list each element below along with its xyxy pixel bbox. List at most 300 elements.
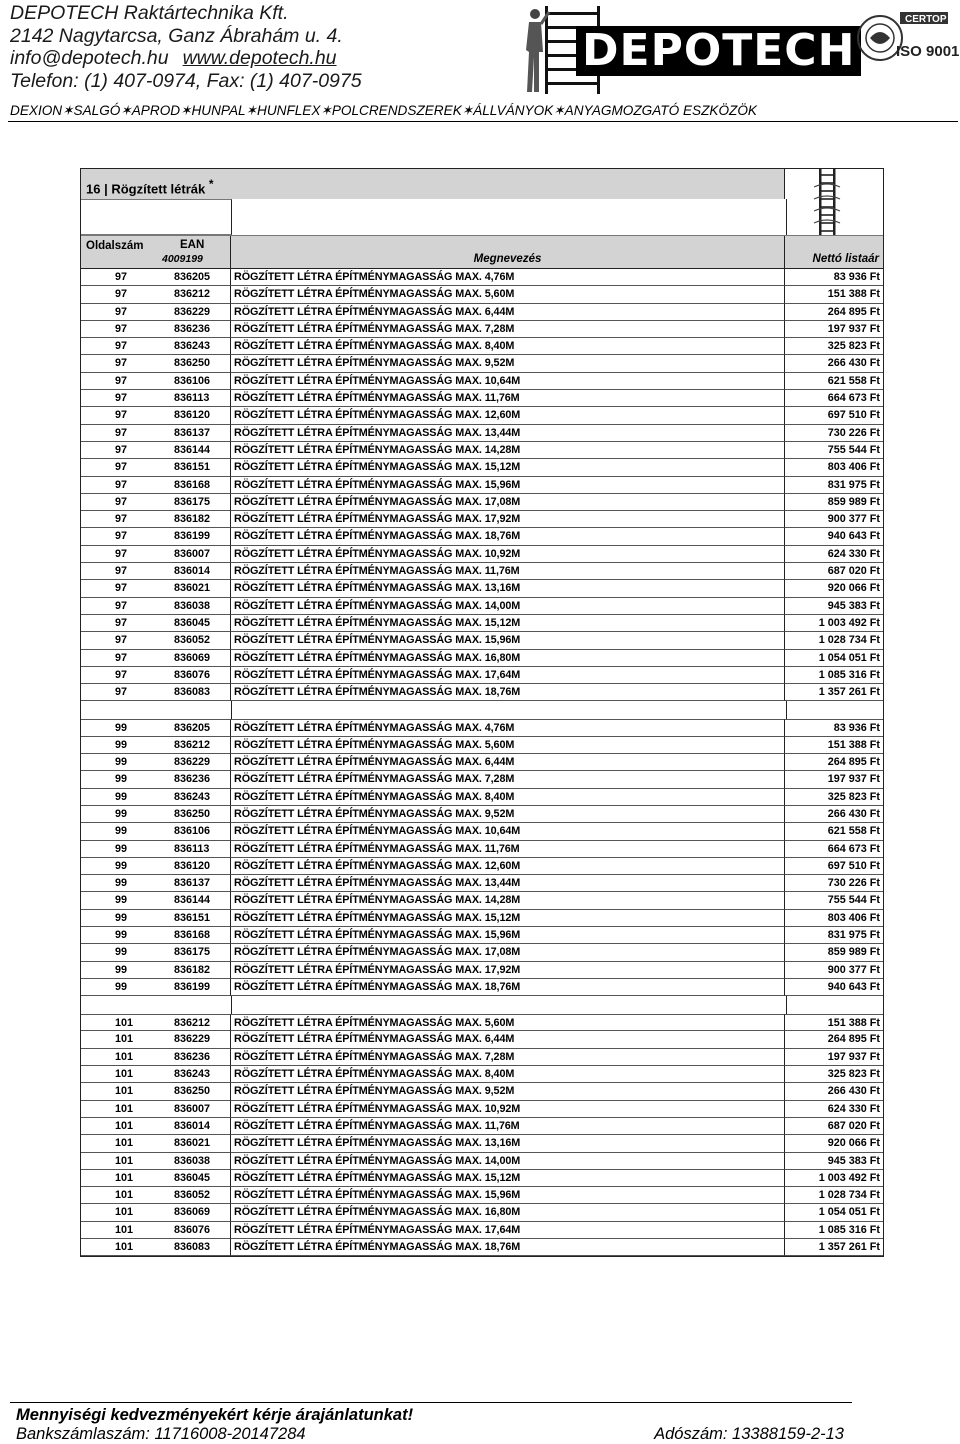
cell-page: 97: [81, 338, 160, 355]
cell-page: 97: [81, 632, 160, 649]
cell-page: 101: [81, 1118, 160, 1135]
cell-page: 101: [81, 1031, 160, 1048]
cell-price: 264 895 Ft: [785, 304, 883, 321]
cell-ean: 836243: [160, 338, 231, 355]
cell-name: RÖGZÍTETT LÉTRA ÉPÍTMÉNYMAGASSÁG MAX. 17,64M: [231, 1222, 785, 1239]
table-row: [81, 632, 883, 649]
cell-name: RÖGZÍTETT LÉTRA ÉPÍTMÉNYMAGASSÁG MAX. 11,76M: [231, 1118, 785, 1135]
cell-price: 151 388 Ft: [785, 737, 883, 754]
table-row: [81, 425, 883, 442]
table-row: [81, 1204, 883, 1221]
cell-name: RÖGZÍTETT LÉTRA ÉPÍTMÉNYMAGASSÁG MAX. 15,12M: [231, 459, 785, 476]
cell-name: RÖGZÍTETT LÉTRA ÉPÍTMÉNYMAGASSÁG MAX. 5,60M: [231, 737, 785, 754]
cell-page: 97: [81, 477, 160, 494]
cell-name: RÖGZÍTETT LÉTRA ÉPÍTMÉNYMAGASSÁG MAX. 4,76M: [231, 719, 785, 736]
tax-number: Adószám: 13388159-2-13: [654, 1425, 844, 1443]
cell-price: 803 406 Ft: [785, 459, 883, 476]
cell-name: RÖGZÍTETT LÉTRA ÉPÍTMÉNYMAGASSÁG MAX. 17,08M: [231, 944, 785, 961]
cell-price: 945 383 Ft: [785, 1153, 883, 1170]
cell-ean: 836069: [160, 650, 231, 667]
cell-price: 920 066 Ft: [785, 580, 883, 597]
cell-price: 621 558 Ft: [785, 373, 883, 390]
table-title-text: 16 | Rögzített létrák: [86, 181, 206, 197]
table-row: [81, 304, 883, 321]
table-row: [81, 858, 883, 875]
cell-page: 97: [81, 494, 160, 511]
table-row: [81, 1222, 883, 1239]
cell-name: RÖGZÍTETT LÉTRA ÉPÍTMÉNYMAGASSÁG MAX. 15,12M: [231, 910, 785, 927]
cell-ean: 836076: [160, 667, 231, 684]
cell-price: 197 937 Ft: [785, 771, 883, 788]
table-row: [81, 1187, 883, 1204]
cell-ean: 836038: [160, 598, 231, 615]
table-row: [81, 407, 883, 424]
cell-page: 101: [81, 1170, 160, 1187]
cell-ean: 836083: [160, 1239, 231, 1256]
cell-price: 687 020 Ft: [785, 1118, 883, 1135]
email-text: info@depotech.hu: [10, 47, 169, 69]
cell-price: 755 544 Ft: [785, 442, 883, 459]
cell-ean: 836229: [160, 1031, 231, 1048]
ean-label: EAN: [180, 239, 205, 251]
table-row: [81, 1153, 883, 1170]
cell-page: 97: [81, 650, 160, 667]
cell-price: 730 226 Ft: [785, 425, 883, 442]
table-row: [81, 580, 883, 597]
cell-page: 101: [81, 1049, 160, 1066]
table-row: [81, 944, 883, 961]
cell-ean: 836052: [160, 632, 231, 649]
company-phone: Telefon: (1) 407-0974, Fax: (1) 407-0975: [10, 69, 362, 92]
cell-price: 900 377 Ft: [785, 511, 883, 528]
cell-ean: 836212: [160, 737, 231, 754]
cell-ean: 836229: [160, 754, 231, 771]
column-header-ean: [160, 236, 231, 268]
cell-ean: 836175: [160, 944, 231, 961]
table-row: [81, 477, 883, 494]
cell-price: 900 377 Ft: [785, 962, 883, 979]
cell-page: 99: [81, 858, 160, 875]
cell-name: RÖGZÍTETT LÉTRA ÉPÍTMÉNYMAGASSÁG MAX. 9,52M: [231, 806, 785, 823]
cell-name: RÖGZÍTETT LÉTRA ÉPÍTMÉNYMAGASSÁG MAX. 16,80M: [231, 650, 785, 667]
table-body: [81, 269, 883, 1256]
cell-page: 99: [81, 823, 160, 840]
cell-name: RÖGZÍTETT LÉTRA ÉPÍTMÉNYMAGASSÁG MAX. 12,60M: [231, 858, 785, 875]
table-row: [81, 615, 883, 632]
cell-name: RÖGZÍTETT LÉTRA ÉPÍTMÉNYMAGASSÁG MAX. 7,28M: [231, 321, 785, 338]
cell-name: RÖGZÍTETT LÉTRA ÉPÍTMÉNYMAGASSÁG MAX. 15,12M: [231, 615, 785, 632]
table-row: [81, 546, 883, 563]
cell-ean: 836106: [160, 823, 231, 840]
cell-name: RÖGZÍTETT LÉTRA ÉPÍTMÉNYMAGASSÁG MAX. 11,76M: [231, 390, 785, 407]
cell-ean: 836007: [160, 546, 231, 563]
column-header-price: Nettó listaár: [812, 253, 879, 265]
table-row: [81, 927, 883, 944]
cell-page: 101: [81, 1083, 160, 1100]
cell-name: RÖGZÍTETT LÉTRA ÉPÍTMÉNYMAGASSÁG MAX. 5,60M: [231, 286, 785, 303]
cell-page: 97: [81, 269, 160, 286]
table-row: [81, 355, 883, 372]
cell-price: 83 936 Ft: [785, 719, 883, 736]
cell-name: RÖGZÍTETT LÉTRA ÉPÍTMÉNYMAGASSÁG MAX. 8,40M: [231, 789, 785, 806]
cell-ean: 836045: [160, 1170, 231, 1187]
cell-ean: 836038: [160, 1153, 231, 1170]
cell-price: 264 895 Ft: [785, 754, 883, 771]
table-row: [81, 1170, 883, 1187]
table-row: [81, 1014, 883, 1031]
website-link[interactable]: www.depotech.hu: [182, 47, 337, 69]
cell-name: RÖGZÍTETT LÉTRA ÉPÍTMÉNYMAGASSÁG MAX. 14,28M: [231, 442, 785, 459]
cell-price: 83 936 Ft: [785, 269, 883, 286]
cell-price: 197 937 Ft: [785, 1049, 883, 1066]
cell-page: 97: [81, 528, 160, 545]
cell-ean: 836021: [160, 580, 231, 597]
cell-name: RÖGZÍTETT LÉTRA ÉPÍTMÉNYMAGASSÁG MAX. 17,64M: [231, 667, 785, 684]
certop-label: CERTOP: [905, 14, 947, 25]
cell-name: RÖGZÍTETT LÉTRA ÉPÍTMÉNYMAGASSÁG MAX. 10,64M: [231, 823, 785, 840]
cell-page: 101: [81, 1135, 160, 1152]
table-row: [81, 494, 883, 511]
cell-name: RÖGZÍTETT LÉTRA ÉPÍTMÉNYMAGASSÁG MAX. 14,28M: [231, 892, 785, 909]
cell-name: RÖGZÍTETT LÉTRA ÉPÍTMÉNYMAGASSÁG MAX. 8,40M: [231, 338, 785, 355]
cell-page: 101: [81, 1066, 160, 1083]
table-row: [81, 528, 883, 545]
cell-name: RÖGZÍTETT LÉTRA ÉPÍTMÉNYMAGASSÁG MAX. 6,44M: [231, 1031, 785, 1048]
cell-name: RÖGZÍTETT LÉTRA ÉPÍTMÉNYMAGASSÁG MAX. 13,44M: [231, 875, 785, 892]
cell-page: 97: [81, 390, 160, 407]
cell-ean: 836168: [160, 477, 231, 494]
cell-ean: 836014: [160, 563, 231, 580]
cell-name: RÖGZÍTETT LÉTRA ÉPÍTMÉNYMAGASSÁG MAX. 13,44M: [231, 425, 785, 442]
cell-price: 1 028 734 Ft: [785, 632, 883, 649]
cell-price: 755 544 Ft: [785, 892, 883, 909]
cell-name: RÖGZÍTETT LÉTRA ÉPÍTMÉNYMAGASSÁG MAX. 18,76M: [231, 979, 785, 996]
cell-price: 945 383 Ft: [785, 598, 883, 615]
cell-ean: 836250: [160, 1083, 231, 1100]
cell-name: RÖGZÍTETT LÉTRA ÉPÍTMÉNYMAGASSÁG MAX. 4,76M: [231, 269, 785, 286]
price-table: [80, 168, 884, 1257]
company-address: 2142 Nagytarcsa, Ganz Ábrahám u. 4.: [10, 24, 343, 47]
cell-page: 99: [81, 979, 160, 996]
cell-price: 624 330 Ft: [785, 546, 883, 563]
cell-page: 97: [81, 459, 160, 476]
cell-price: 859 989 Ft: [785, 944, 883, 961]
cell-name: RÖGZÍTETT LÉTRA ÉPÍTMÉNYMAGASSÁG MAX. 13,16M: [231, 580, 785, 597]
cell-name: RÖGZÍTETT LÉTRA ÉPÍTMÉNYMAGASSÁG MAX. 16,80M: [231, 1204, 785, 1221]
column-header-name: Megnevezés: [231, 236, 785, 268]
cell-ean: 836236: [160, 771, 231, 788]
table-row: [81, 910, 883, 927]
cell-ean: 836137: [160, 875, 231, 892]
table-row: [81, 737, 883, 754]
cell-page: 99: [81, 892, 160, 909]
cell-ean: 836052: [160, 1187, 231, 1204]
cell-price: 697 510 Ft: [785, 858, 883, 875]
cell-ean: 836137: [160, 425, 231, 442]
cell-ean: 836212: [160, 1014, 231, 1031]
table-row: [81, 1083, 883, 1100]
cell-ean: 836168: [160, 927, 231, 944]
cell-page: 101: [81, 1222, 160, 1239]
table-row: [81, 1239, 883, 1256]
table-row: [81, 390, 883, 407]
cell-name: RÖGZÍTETT LÉTRA ÉPÍTMÉNYMAGASSÁG MAX. 7,28M: [231, 771, 785, 788]
cell-name: RÖGZÍTETT LÉTRA ÉPÍTMÉNYMAGASSÁG MAX. 18,76M: [231, 528, 785, 545]
cell-page: 97: [81, 321, 160, 338]
cell-page: 97: [81, 407, 160, 424]
cell-price: 730 226 Ft: [785, 875, 883, 892]
cell-ean: 836120: [160, 858, 231, 875]
cell-page: 101: [81, 1239, 160, 1256]
cell-price: 920 066 Ft: [785, 1135, 883, 1152]
cell-price: 1 054 051 Ft: [785, 1204, 883, 1221]
cell-ean: 836199: [160, 979, 231, 996]
cell-page: 97: [81, 511, 160, 528]
cell-page: 97: [81, 286, 160, 303]
discount-note: Mennyiségi kedvezményekért kérje árajánlatunkat!: [16, 1406, 414, 1424]
cell-price: 325 823 Ft: [785, 338, 883, 355]
table-row: [81, 719, 883, 736]
cell-page: 97: [81, 304, 160, 321]
cell-price: 687 020 Ft: [785, 563, 883, 580]
table-row: [81, 269, 883, 286]
cell-ean: 836182: [160, 511, 231, 528]
table-row: [81, 806, 883, 823]
cell-price: 266 430 Ft: [785, 806, 883, 823]
cell-price: 831 975 Ft: [785, 927, 883, 944]
cell-price: 621 558 Ft: [785, 823, 883, 840]
cell-price: 1 003 492 Ft: [785, 1170, 883, 1187]
cell-name: RÖGZÍTETT LÉTRA ÉPÍTMÉNYMAGASSÁG MAX. 5,60M: [231, 1014, 785, 1031]
cell-page: 97: [81, 425, 160, 442]
cell-ean: 836212: [160, 286, 231, 303]
cell-price: 803 406 Ft: [785, 910, 883, 927]
cell-name: RÖGZÍTETT LÉTRA ÉPÍTMÉNYMAGASSÁG MAX. 11,76M: [231, 563, 785, 580]
cell-name: RÖGZÍTETT LÉTRA ÉPÍTMÉNYMAGASSÁG MAX. 15,12M: [231, 1170, 785, 1187]
cell-price: 940 643 Ft: [785, 528, 883, 545]
cell-name: RÖGZÍTETT LÉTRA ÉPÍTMÉNYMAGASSÁG MAX. 17,08M: [231, 494, 785, 511]
cell-name: RÖGZÍTETT LÉTRA ÉPÍTMÉNYMAGASSÁG MAX. 9,52M: [231, 355, 785, 372]
cell-page: 101: [81, 1187, 160, 1204]
cell-name: RÖGZÍTETT LÉTRA ÉPÍTMÉNYMAGASSÁG MAX. 15,96M: [231, 477, 785, 494]
iso-certification-badge: [856, 4, 960, 72]
cell-name: RÖGZÍTETT LÉTRA ÉPÍTMÉNYMAGASSÁG MAX. 15,96M: [231, 927, 785, 944]
cell-page: 97: [81, 684, 160, 701]
cell-name: RÖGZÍTETT LÉTRA ÉPÍTMÉNYMAGASSÁG MAX. 6,44M: [231, 304, 785, 321]
cell-ean: 836151: [160, 459, 231, 476]
table-row: [81, 373, 883, 390]
cell-ean: 836113: [160, 390, 231, 407]
table-row: [81, 338, 883, 355]
table-row: [81, 841, 883, 858]
cell-ean: 836083: [160, 684, 231, 701]
bank-account: Bankszámlaszám: 11716008-20147284: [16, 1425, 306, 1443]
cell-ean: 836120: [160, 407, 231, 424]
cell-price: 325 823 Ft: [785, 1066, 883, 1083]
cell-ean: 836229: [160, 304, 231, 321]
table-row: [81, 979, 883, 996]
cell-page: 99: [81, 771, 160, 788]
cell-name: RÖGZÍTETT LÉTRA ÉPÍTMÉNYMAGASSÁG MAX. 12,60M: [231, 407, 785, 424]
table-row: [81, 442, 883, 459]
iso-label: ISO 9001: [896, 43, 960, 60]
table-row: [81, 875, 883, 892]
cell-page: 97: [81, 598, 160, 615]
cell-price: 859 989 Ft: [785, 494, 883, 511]
cell-price: 151 388 Ft: [785, 286, 883, 303]
cell-price: 664 673 Ft: [785, 390, 883, 407]
cell-page: 97: [81, 355, 160, 372]
table-row: [81, 1049, 883, 1066]
cell-page: 97: [81, 373, 160, 390]
ladder-icon: [813, 169, 853, 235]
cell-price: 151 388 Ft: [785, 1014, 883, 1031]
table-title: [81, 169, 785, 199]
cell-page: 101: [81, 1101, 160, 1118]
company-info: [10, 2, 362, 92]
group-separator: [81, 701, 883, 719]
table-row: [81, 650, 883, 667]
cell-ean: 836243: [160, 1066, 231, 1083]
cell-name: RÖGZÍTETT LÉTRA ÉPÍTMÉNYMAGASSÁG MAX. 17,92M: [231, 511, 785, 528]
table-row: [81, 892, 883, 909]
cell-ean: 836243: [160, 789, 231, 806]
table-row: [81, 321, 883, 338]
cell-name: RÖGZÍTETT LÉTRA ÉPÍTMÉNYMAGASSÁG MAX. 7,28M: [231, 1049, 785, 1066]
depotech-logo: DEPOTECH: [576, 26, 861, 76]
cell-page: 99: [81, 719, 160, 736]
table-row: [81, 1031, 883, 1048]
cell-ean: 836113: [160, 841, 231, 858]
group-separator: [81, 996, 883, 1014]
cell-name: RÖGZÍTETT LÉTRA ÉPÍTMÉNYMAGASSÁG MAX. 11,76M: [231, 841, 785, 858]
cell-price: 940 643 Ft: [785, 979, 883, 996]
table-title-mark: *: [208, 177, 214, 191]
cell-page: 99: [81, 910, 160, 927]
cell-ean: 836205: [160, 269, 231, 286]
table-spacer-row: [81, 199, 883, 235]
cell-name: RÖGZÍTETT LÉTRA ÉPÍTMÉNYMAGASSÁG MAX. 13,16M: [231, 1135, 785, 1152]
footer-divider: [10, 1402, 852, 1403]
cell-price: 1 085 316 Ft: [785, 1222, 883, 1239]
cell-ean: 836175: [160, 494, 231, 511]
cell-page: 99: [81, 944, 160, 961]
table-row: [81, 286, 883, 303]
cell-ean: 836021: [160, 1135, 231, 1152]
cell-name: RÖGZÍTETT LÉTRA ÉPÍTMÉNYMAGASSÁG MAX. 15,96M: [231, 632, 785, 649]
header-divider: [8, 121, 958, 122]
cell-ean: 836250: [160, 355, 231, 372]
table-row: [81, 789, 883, 806]
cell-page: 99: [81, 789, 160, 806]
cell-ean: 836007: [160, 1101, 231, 1118]
cell-price: 831 975 Ft: [785, 477, 883, 494]
cell-name: RÖGZÍTETT LÉTRA ÉPÍTMÉNYMAGASSÁG MAX. 10,64M: [231, 373, 785, 390]
cell-ean: 836106: [160, 373, 231, 390]
cell-price: 624 330 Ft: [785, 1101, 883, 1118]
cell-ean: 836069: [160, 1204, 231, 1221]
cell-ean: 836250: [160, 806, 231, 823]
cell-name: RÖGZÍTETT LÉTRA ÉPÍTMÉNYMAGASSÁG MAX. 10,92M: [231, 1101, 785, 1118]
cell-page: 97: [81, 580, 160, 597]
cell-name: RÖGZÍTETT LÉTRA ÉPÍTMÉNYMAGASSÁG MAX. 6,44M: [231, 754, 785, 771]
cell-ean: 836014: [160, 1118, 231, 1135]
table-row: [81, 667, 883, 684]
cell-page: 97: [81, 667, 160, 684]
cell-name: RÖGZÍTETT LÉTRA ÉPÍTMÉNYMAGASSÁG MAX. 14,00M: [231, 1153, 785, 1170]
cell-price: 697 510 Ft: [785, 407, 883, 424]
table-title-row: [81, 169, 883, 199]
cell-page: 97: [81, 546, 160, 563]
brand-line: DEXION✶SALGÓ✶APROD✶HUNPAL✶HUNFLEX✶POLCRENDSZEREK✶ÁLLVÁNYOK✶ANYAGMOZGATÓ ESZKÖZÖK: [10, 103, 757, 118]
cell-ean: 836236: [160, 321, 231, 338]
table-row: [81, 459, 883, 476]
cell-page: 99: [81, 875, 160, 892]
cell-name: RÖGZÍTETT LÉTRA ÉPÍTMÉNYMAGASSÁG MAX. 8,40M: [231, 1066, 785, 1083]
cell-page: 97: [81, 442, 160, 459]
cell-price: 266 430 Ft: [785, 355, 883, 372]
table-header: [81, 235, 883, 269]
cell-name: RÖGZÍTETT LÉTRA ÉPÍTMÉNYMAGASSÁG MAX. 17,92M: [231, 962, 785, 979]
cell-ean: 836144: [160, 442, 231, 459]
cell-name: RÖGZÍTETT LÉTRA ÉPÍTMÉNYMAGASSÁG MAX. 10,92M: [231, 546, 785, 563]
cell-page: 101: [81, 1014, 160, 1031]
cell-name: RÖGZÍTETT LÉTRA ÉPÍTMÉNYMAGASSÁG MAX. 15,96M: [231, 1187, 785, 1204]
table-row: [81, 771, 883, 788]
cell-page: 99: [81, 927, 160, 944]
cell-ean: 836151: [160, 910, 231, 927]
table-row: [81, 962, 883, 979]
cell-ean: 836076: [160, 1222, 231, 1239]
cell-price: 1 028 734 Ft: [785, 1187, 883, 1204]
cell-name: RÖGZÍTETT LÉTRA ÉPÍTMÉNYMAGASSÁG MAX. 18,76M: [231, 1239, 785, 1256]
table-row: [81, 563, 883, 580]
cell-page: 99: [81, 962, 160, 979]
cell-page: 101: [81, 1153, 160, 1170]
table-row: [81, 684, 883, 701]
table-row: [81, 1066, 883, 1083]
cell-price: 1 085 316 Ft: [785, 667, 883, 684]
cell-price: 1 054 051 Ft: [785, 650, 883, 667]
cell-page: 99: [81, 806, 160, 823]
table-row: [81, 823, 883, 840]
table-row: [81, 1135, 883, 1152]
cell-name: RÖGZÍTETT LÉTRA ÉPÍTMÉNYMAGASSÁG MAX. 14,00M: [231, 598, 785, 615]
cell-name: RÖGZÍTETT LÉTRA ÉPÍTMÉNYMAGASSÁG MAX. 9,52M: [231, 1083, 785, 1100]
cell-price: 1 357 261 Ft: [785, 684, 883, 701]
cell-page: 99: [81, 737, 160, 754]
cell-price: 197 937 Ft: [785, 321, 883, 338]
cell-price: 264 895 Ft: [785, 1031, 883, 1048]
cell-price: 1 357 261 Ft: [785, 1239, 883, 1256]
cell-ean: 836182: [160, 962, 231, 979]
column-header-page: Oldalszám: [86, 240, 144, 252]
company-name: DEPOTECH Raktártechnika Kft.: [10, 2, 289, 24]
table-row: [81, 598, 883, 615]
cell-ean: 836236: [160, 1049, 231, 1066]
cell-page: 99: [81, 841, 160, 858]
cell-ean: 836045: [160, 615, 231, 632]
cell-ean: 836205: [160, 719, 231, 736]
cell-page: 97: [81, 615, 160, 632]
table-row: [81, 1118, 883, 1135]
cell-name: RÖGZÍTETT LÉTRA ÉPÍTMÉNYMAGASSÁG MAX. 18,76M: [231, 684, 785, 701]
cell-page: 97: [81, 563, 160, 580]
cell-price: 1 003 492 Ft: [785, 615, 883, 632]
table-row: [81, 754, 883, 771]
cell-ean: 836144: [160, 892, 231, 909]
cell-page: 101: [81, 1204, 160, 1221]
